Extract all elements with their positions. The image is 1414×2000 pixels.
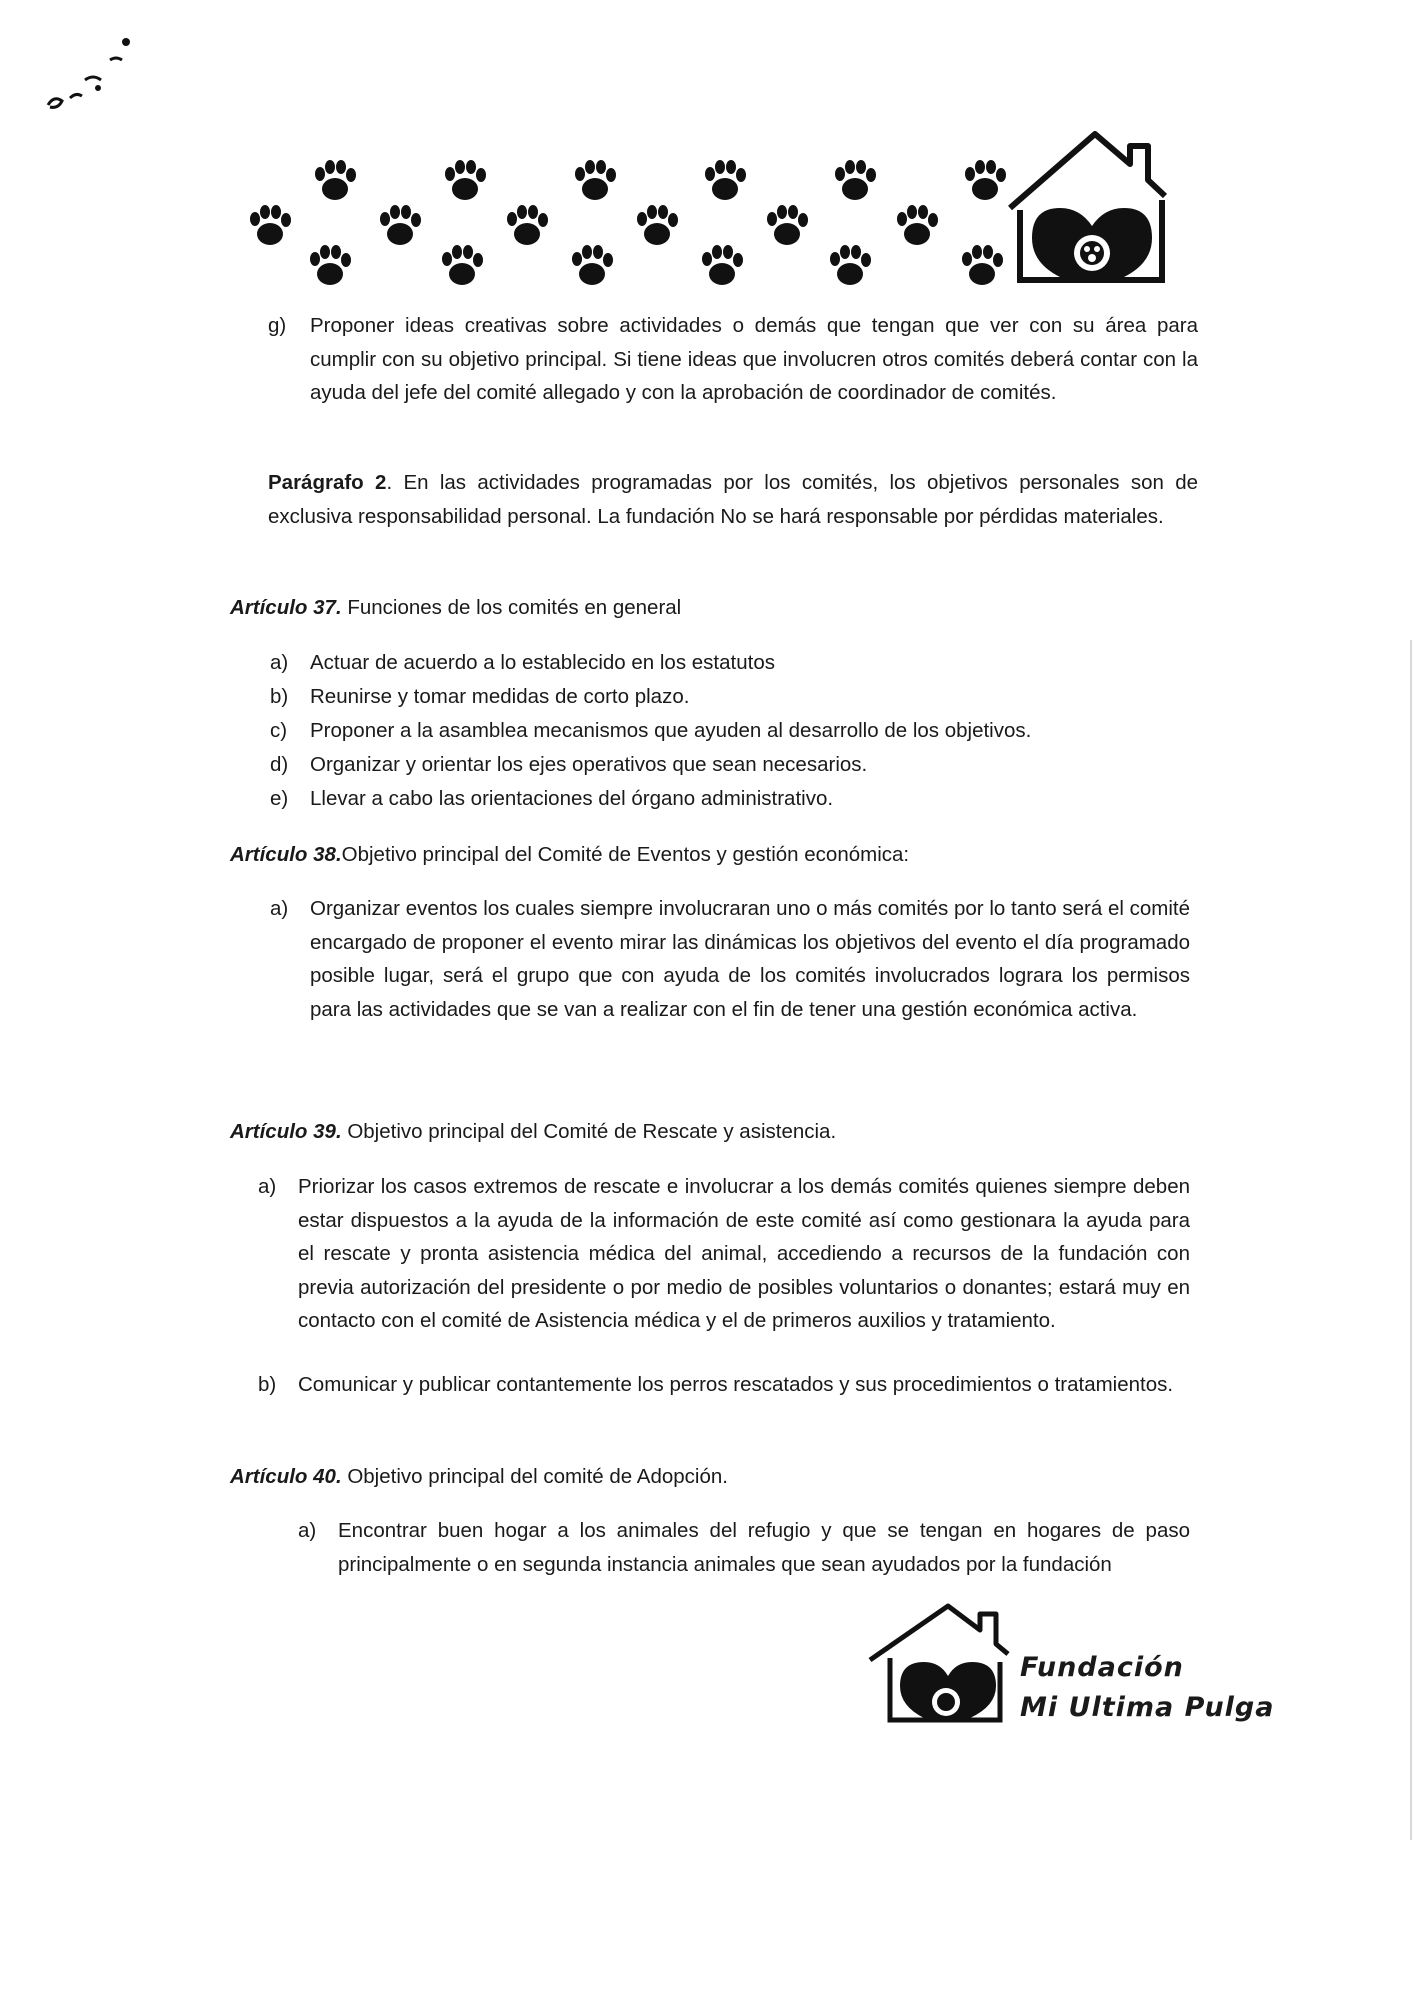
item-marker: e) <box>270 787 289 810</box>
house-heart-logo-icon <box>1010 134 1165 280</box>
paw-print-icon <box>572 245 613 285</box>
paw-print-icon <box>315 160 356 200</box>
item-text: Organizar eventos los cuales siempre involucraran uno o más comités por lo tanto será el comité encargado de proponer el evento mirar las dinámicas los objetivos del evento el día programado posible lugar, será el grupo que con ayuda de los comités involucrados lograra los permisos para las actividades que se van a realizar con el fin de tener una gestión económica activa. <box>310 897 1190 1021</box>
item-marker: a) <box>270 651 289 674</box>
article-40-item-a <box>298 1514 1190 1581</box>
list-item <box>270 680 1150 714</box>
paw-print-icon <box>702 245 743 285</box>
list-item <box>270 748 1150 782</box>
item-text: Actuar de acuerdo a lo establecido en los estatutos <box>310 651 775 674</box>
corner-scribble-mark <box>30 30 140 120</box>
paw-print-banner <box>230 128 1170 288</box>
paw-print-icon <box>705 160 746 200</box>
article-title: Objetivo principal del Comité de Rescate y asistencia. <box>341 1120 837 1143</box>
item-text: Encontrar buen hogar a los animales del refugio y que se tengan en hogares de paso principalmente o en segunda instancia animales que sean ayudados por la fundación <box>338 1519 1190 1576</box>
paragrafo-label: Parágrafo 2 <box>268 471 387 494</box>
item-marker: a) <box>270 897 289 920</box>
paragrafo-2 <box>268 466 1198 533</box>
article-38-heading <box>230 838 1160 871</box>
item-marker: c) <box>270 719 288 742</box>
paw-print-icon <box>575 160 616 200</box>
article-label: Artículo 38. <box>230 843 342 866</box>
item-marker: d) <box>270 753 289 776</box>
article-37-list <box>270 646 1150 816</box>
article-39-item-a <box>258 1170 1190 1338</box>
item-text: Priorizar los casos extremos de rescate e involucrar a los demás comités quienes siempre deben estar dispuestos a la ayuda de la información de este comité así como gestionara la ayuda para el rescate y pronta asistencia médica del animal, accediendo a recursos de la fundación con previa autorización del presidente o por medio de posibles voluntarios o donantes; estará muy en contacto con el comité de Asistencia médica y el de primeros auxilios y tratamiento. <box>298 1175 1190 1332</box>
paw-print-icon <box>310 245 351 285</box>
article-label: Artículo 40. <box>230 1465 342 1488</box>
article-39-heading <box>230 1115 1160 1148</box>
house-heart-logo-icon <box>870 1606 1008 1720</box>
article-37-heading <box>230 591 1160 624</box>
article-title: Funciones de los comités en general <box>341 596 682 619</box>
item-marker: b) <box>258 1373 277 1396</box>
list-item <box>270 782 1150 816</box>
list-item <box>270 714 1150 748</box>
list-item <box>270 646 1150 680</box>
paw-print-icon <box>897 205 938 245</box>
item-text: Proponer ideas creativas sobre actividades o demás que tengan que ver con su área para cumplir con su objetivo principal. Si tiene ideas que involucren otros comités deberá contar con la ayuda del jefe del comité allegado y con la aprobación de coordinador de comités. <box>310 314 1198 404</box>
article-title: Objetivo principal del Comité de Eventos y gestión económica: <box>341 843 910 866</box>
brand-name-line-2: Mi Ultima Pulga <box>1020 1692 1275 1723</box>
item-text: Proponer a la asamblea mecanismos que ayuden al desarrollo de los objetivos. <box>310 719 1032 742</box>
item-marker: a) <box>298 1519 317 1542</box>
article-40-heading <box>230 1460 1160 1493</box>
page-edge-divider <box>1410 640 1412 1840</box>
paw-print-icon <box>962 245 1003 285</box>
item-marker: b) <box>270 685 289 708</box>
paw-print-icon <box>507 205 548 245</box>
paw-print-icon <box>767 205 808 245</box>
paw-print-icon <box>442 245 483 285</box>
article-label: Artículo 39. <box>230 1120 342 1143</box>
paw-print-icon <box>637 205 678 245</box>
article-label: Artículo 37. <box>230 596 342 619</box>
item-text: Comunicar y publicar contantemente los perros rescatados y sus procedimientos o tratamientos. <box>298 1373 1174 1396</box>
paragrafo-text: . En las actividades programadas por los comités, los objetivos personales son de exclusiva responsabilidad personal. La fundación No se hará responsable por pérdidas materiales. <box>268 471 1198 528</box>
paw-print-icon <box>965 160 1006 200</box>
article-39-item-b <box>258 1368 1190 1402</box>
paw-print-icon <box>250 205 291 245</box>
item-g <box>268 309 1198 410</box>
item-marker: a) <box>258 1175 277 1198</box>
article-title: Objetivo principal del comité de Adopción. <box>341 1465 728 1488</box>
item-text: Llevar a cabo las orientaciones del órgano administrativo. <box>310 787 834 810</box>
brand-name-line-1: Fundación <box>1020 1652 1184 1683</box>
paw-print-icon <box>445 160 486 200</box>
item-text: Reunirse y tomar medidas de corto plazo. <box>310 685 690 708</box>
paw-print-icon <box>830 245 871 285</box>
article-38-item-a <box>270 892 1190 1026</box>
paw-print-icon <box>380 205 421 245</box>
paw-print-icon <box>835 160 876 200</box>
item-marker: g) <box>268 314 287 337</box>
item-text: Organizar y orientar los ejes operativos que sean necesarios. <box>310 753 868 776</box>
